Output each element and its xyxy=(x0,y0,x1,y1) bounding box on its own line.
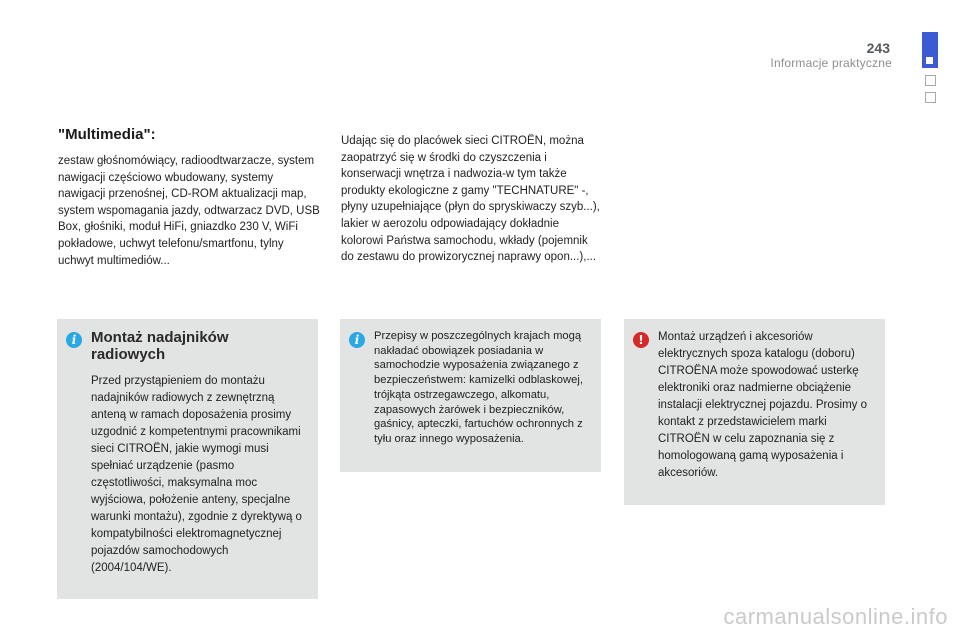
electrical-accessories-text: Montaż urządzeń i akcesoriów elektrycznych spoza katalogu (doboru) CITROËNA może spowodować usterkę elektroniki oraz nadmierne obciążenie instalacji elektrycznej pojazdu. Prosimy o kontakt z przedstawicielem marki CITROËN w celu zapoznania się z homologowaną gamą wyposażenia i akcesoriów. xyxy=(658,331,868,479)
electrical-accessories-warning-box xyxy=(624,319,885,505)
safety-equipment-text: Przepisy w poszczególnych krajach mogą nakładać obowiązek posiadania w samochodzie wyposażenia związanego z bezpieczeństwem: kamizelki odblaskowej, trójkąta ostrzegawczego, alkomatu, zapasowych żarówek i bezpieczników, gaśnicy, apteczki, fartuchów ochronnych z tyłu oraz innego wyposażenia. xyxy=(374,330,583,445)
chapter-marker-empty-2 xyxy=(925,92,936,103)
radio-transmitter-text: Przed przystąpieniem do montażu nadajników radiowych z zewnętrzną anteną w ramach doposażenia prosimy uzgodnić z kompetentnymi pracownikami sieci CITROËN, jakie wymogi musi spełniać urządzenie (pasmo częstotliwości, maksymalna moc wyjściowa, położenie anteny, specjalne warunki montażu), zgodnie z dyrektywą o kompatybilności elektromagnetycznej pojazdów samochodowych (2004/104/WE). xyxy=(91,375,302,574)
citroen-products-text: Udając się do placówek sieci CITROËN, można zaopatrzyć się w środki do czyszczenia i konserwacji wnętrza i nadwozia-w tym także produkty ekologiczne z gamy "TECHNATURE" -, płyny uzupełniające (płyn do spryskiwaczy szyb...), lakier w aerozolu odpowiadający dokładnie kolorowi Państwa samochodu, wkłady (pojemnik do zestawu do prowizorycznej naprawy opon...),... xyxy=(341,135,600,264)
page-number: 243 xyxy=(866,40,890,56)
section-title: Informacje praktyczne xyxy=(770,56,892,70)
watermark: carmanualsonline.info xyxy=(723,604,948,629)
warning-icon: ! xyxy=(633,332,649,348)
chapter-marker-empty-1 xyxy=(925,75,936,86)
info-icon: i xyxy=(66,332,82,348)
multimedia-section xyxy=(58,126,320,269)
multimedia-heading: "Multimedia": xyxy=(58,126,156,143)
chapter-tab-marker xyxy=(926,57,933,64)
radio-transmitter-title: Montaż nadajników radiowych xyxy=(91,329,229,363)
chapter-tab xyxy=(922,32,938,68)
radio-transmitter-info-box xyxy=(57,319,318,599)
multimedia-text: zestaw głośnomówiący, radioodtwarzacze, system nawigacji częściowo wbudowany, systemy nawigacji przenośnej, CD-ROM aktualizacji map, system wspomagania jazdy, odtwarzacz DVD, USB Box, głośniki, moduł HiFi, gniazdko 230 V, WiFi pokładowe, uchwyt telefonu/smartfonu, tylny uchwyt multimediów... xyxy=(58,155,320,267)
info-icon: i xyxy=(349,332,365,348)
safety-equipment-info-box xyxy=(340,319,601,472)
citroen-products-section xyxy=(341,133,603,266)
